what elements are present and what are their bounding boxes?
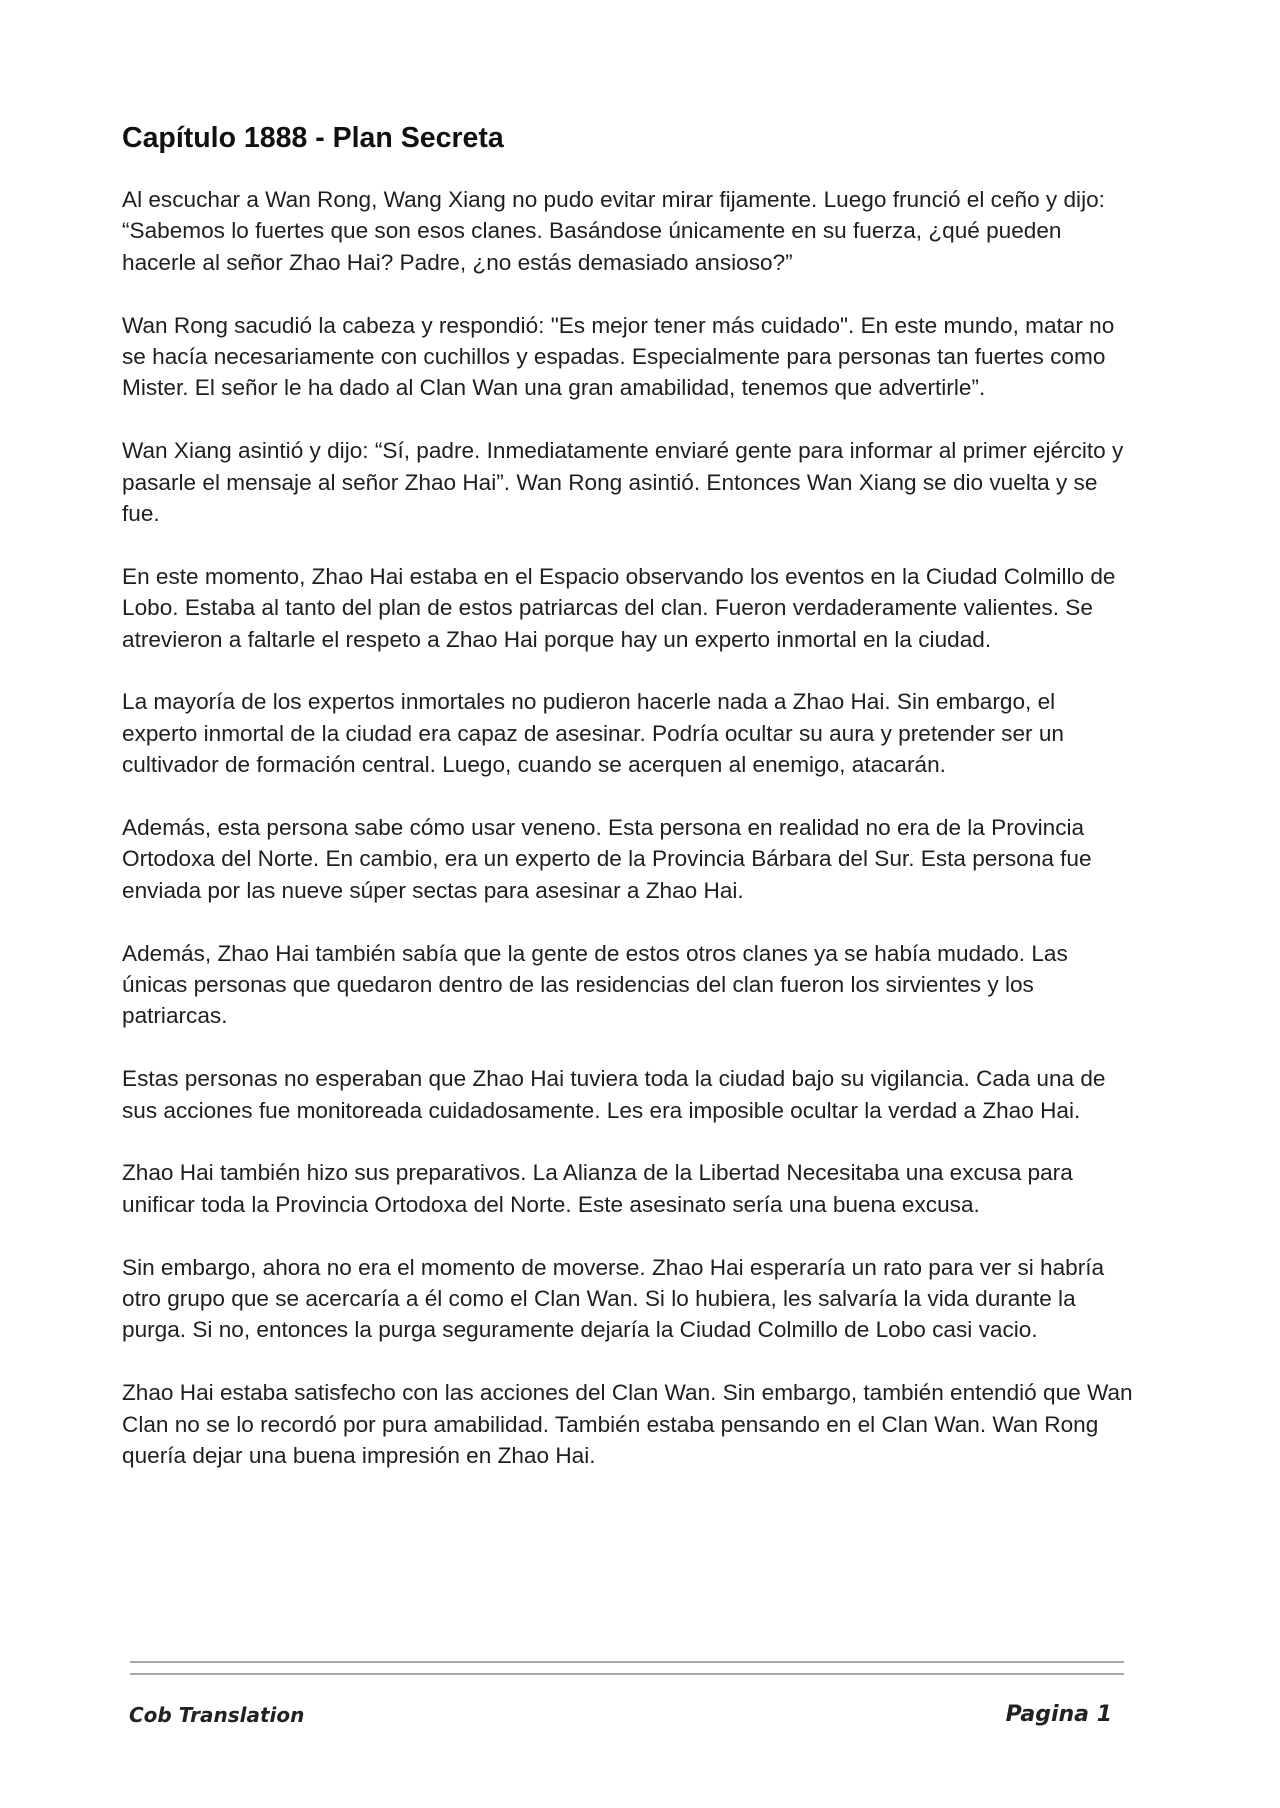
footer-page-number: Pagina 1: [1005, 1702, 1112, 1727]
document-body: [122, 118, 1134, 1503]
paragraph: Además, esta persona sabe cómo usar veneno. Esta persona en realidad no era de la Provincia Ortodoxa del Norte. En cambio, era un experto de la Provincia Bárbara del Sur. Esta persona fue enviada por las nueve súper sectas para asesinar a Zhao Hai.: [122, 815, 1092, 903]
paragraph: Sin embargo, ahora no era el momento de moverse. Zhao Hai esperaría un rato para ver si habría otro grupo que se acercaría a él como el Clan Wan. Si lo hubiera, les salvaría la vida durante la purga. Si no, entonces la purga seguramente dejaría la Ciudad Colmillo de Lobo casi vacio.: [122, 1254, 1105, 1343]
paragraph: Además, Zhao Hai también sabía que la gente de estos otros clanes ya se había mudado. Las únicas personas que quedaron dentro de las residencias del clan fueron los sirvientes y los patriarcas.: [122, 940, 1068, 1029]
paragraph: Wan Xiang asintió y dijo: “Sí, padre. Inmediatamente enviaré gente para informar al primer ejército y pasarle el mensaje al señor Zhao Hai”. Wan Rong asintió. Entonces Wan Xiang se dio vuelta y se fue.: [122, 438, 1124, 527]
chapter-title: Capítulo 1888 - Plan Secreta: [122, 122, 504, 154]
paragraph: Estas personas no esperaban que Zhao Hai tuviera toda la ciudad bajo su vigilancia. Cada una de sus acciones fue monitoreada cuidadosamente. Les era imposible ocultar la verdad a Zhao Hai.: [122, 1066, 1106, 1123]
paragraph: La mayoría de los expertos inmortales no pudieron hacerle nada a Zhao Hai. Sin embargo, el experto inmortal de la ciudad era capaz de asesinar. Podría ocultar su aura y pretender ser un cultivador de formación central. Luego, cuando se acerquen al enemigo, atacarán.: [122, 689, 1064, 778]
paragraph: Zhao Hai también hizo sus preparativos. La Alianza de la Libertad Necesitaba una excusa para unificar toda la Provincia Ortodoxa del Norte. Este asesinato sería una buena excusa.: [122, 1160, 1073, 1217]
paragraph: Zhao Hai estaba satisfecho con las acciones del Clan Wan. Sin embargo, también entendió que Wan Clan no se lo recordó por pura amabilidad. También estaba pensando en el Clan Wan. Wan Rong quería dejar una buena impresión en Zhao Hai.: [122, 1380, 1133, 1469]
paragraph: Wan Rong sacudió la cabeza y respondió: "Es mejor tener más cuidado". En este mundo, matar no se hacía necesariamente con cuchillos y espadas. Especialmente para personas tan fuertes como Mister. El señor le ha dado al Clan Wan una gran amabilidad, tenemos que advertirle”.: [122, 312, 1115, 401]
paragraph: Al escuchar a Wan Rong, Wang Xiang no pudo evitar mirar fijamente. Luego frunció el ceño y dijo: “Sabemos lo fuertes que son esos clanes. Basándose únicamente en su fuerza, ¿qué pueden hacerle al señor Zhao Hai? Padre, ¿no estás demasiado ansioso?”: [122, 187, 1105, 275]
footer-divider-bottom: [130, 1673, 1124, 1675]
footer-divider-top: [130, 1661, 1124, 1663]
footer-translator-credit: Cob Translation: [129, 1703, 305, 1727]
paragraph: En este momento, Zhao Hai estaba en el Espacio observando los eventos en la Ciudad Colmillo de Lobo. Estaba al tanto del plan de estos patriarcas del clan. Fueron verdaderamente valientes. Se atrevieron a faltarle el respeto a Zhao Hai porque hay un experto inmortal en la ciudad.: [122, 563, 1116, 652]
